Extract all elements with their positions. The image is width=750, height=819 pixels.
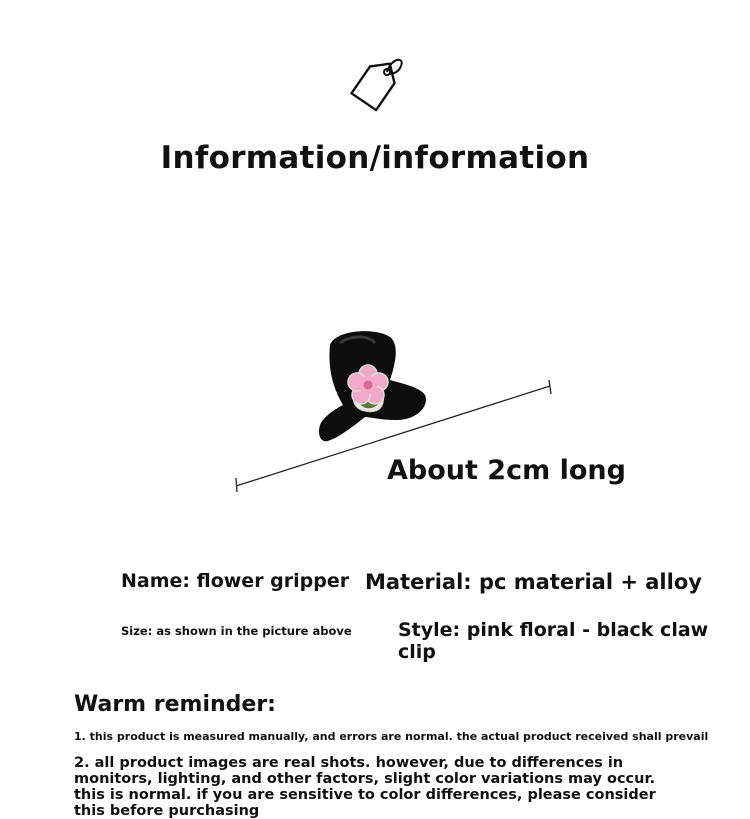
spec-material: Material: pc material + alloy bbox=[365, 570, 702, 594]
reminder-item-2: 2. all product images are real shots. however, due to differences in monitors, lighting, and other factors, slight color variations may occur. this is normal. if you are sensitive to color differences, please consider this before purchasing bbox=[74, 755, 656, 819]
reminder-item-1: 1. this product is measured manually, and errors are normal. the actual product received shall prevail bbox=[74, 730, 709, 743]
size-note: About 2cm long bbox=[387, 455, 626, 486]
spec-style: Style: pink floral - black claw clip bbox=[398, 619, 709, 663]
price-tag-icon bbox=[345, 54, 407, 114]
spec-name: Name: flower gripper bbox=[121, 570, 350, 592]
reminder-heading: Warm reminder: bbox=[74, 692, 276, 717]
page-title: Information/information bbox=[160, 140, 590, 176]
spec-size: Size: as shown in the picture above bbox=[121, 624, 352, 638]
